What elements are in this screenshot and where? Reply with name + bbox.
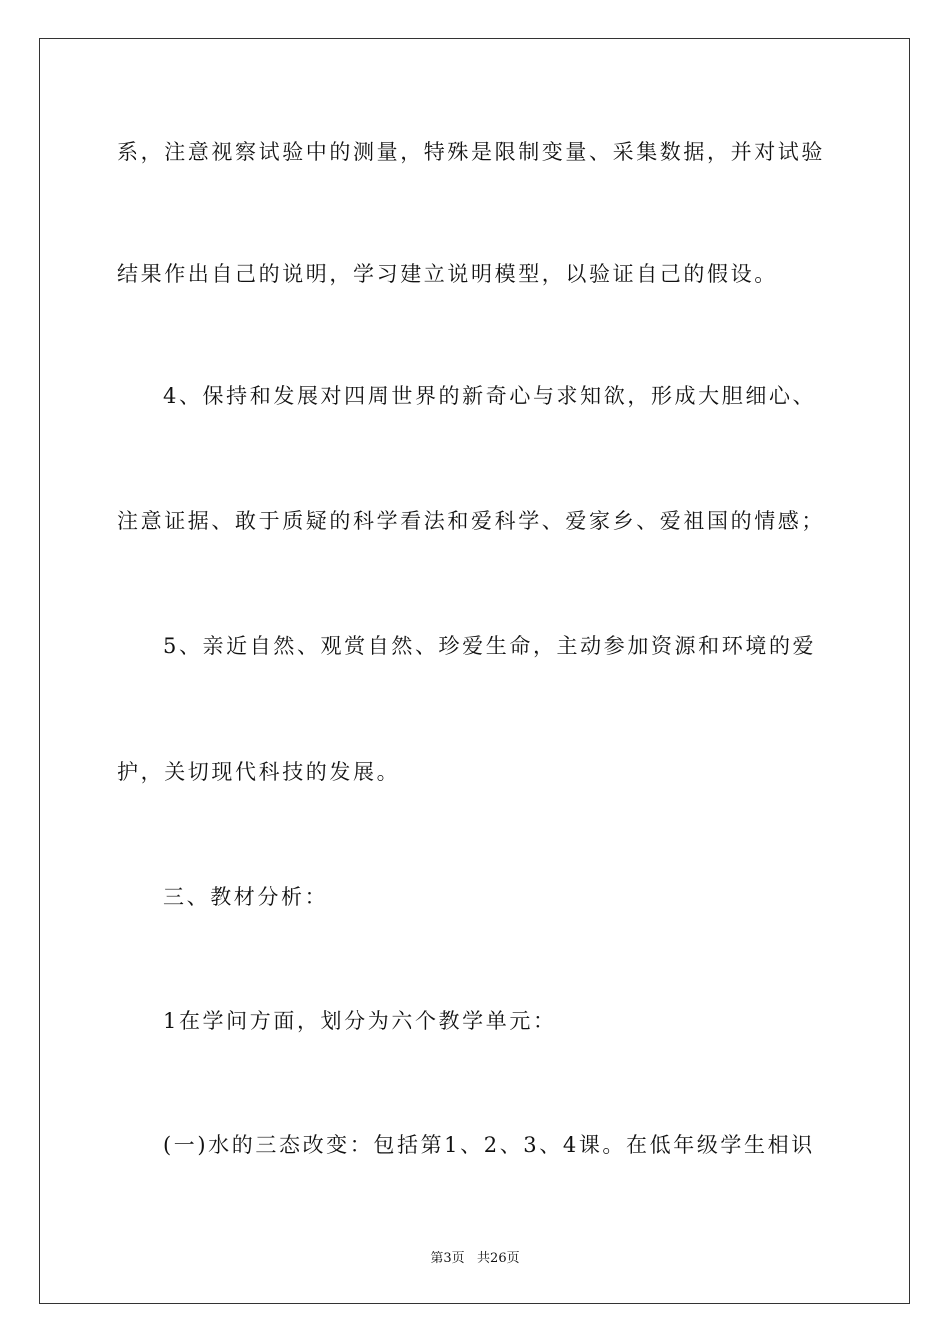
page-border [39,38,910,1304]
text-line: 护，关切现代科技的发展。 [117,760,401,784]
text-line: 结果作出自己的说明，学习建立说明模型，以验证自己的假设。 [117,262,778,286]
text-line: (一)水的三态改变：包括第1、2、3、4课。在低年级学生相识 [163,1133,815,1157]
section-heading: 三、教材分析： [163,885,329,909]
text-line: 4、保持和发展对四周世界的新奇心与求知欲，形成大胆细心、 [163,384,817,408]
text-line: 1在学问方面，划分为六个教学单元： [163,1009,557,1033]
page-number-footer: 第3页 共26页 [430,1251,520,1266]
text-line: 系，注意视察试验中的测量，特殊是限制变量、采集数据，并对试验 [117,140,825,164]
text-line: 注意证据、敢于质疑的科学看法和爱科学、爱家乡、爱祖国的情感； [117,509,825,533]
text-line: 5、亲近自然、观赏自然、珍爱生命，主动参加资源和环境的爱 [163,634,817,658]
